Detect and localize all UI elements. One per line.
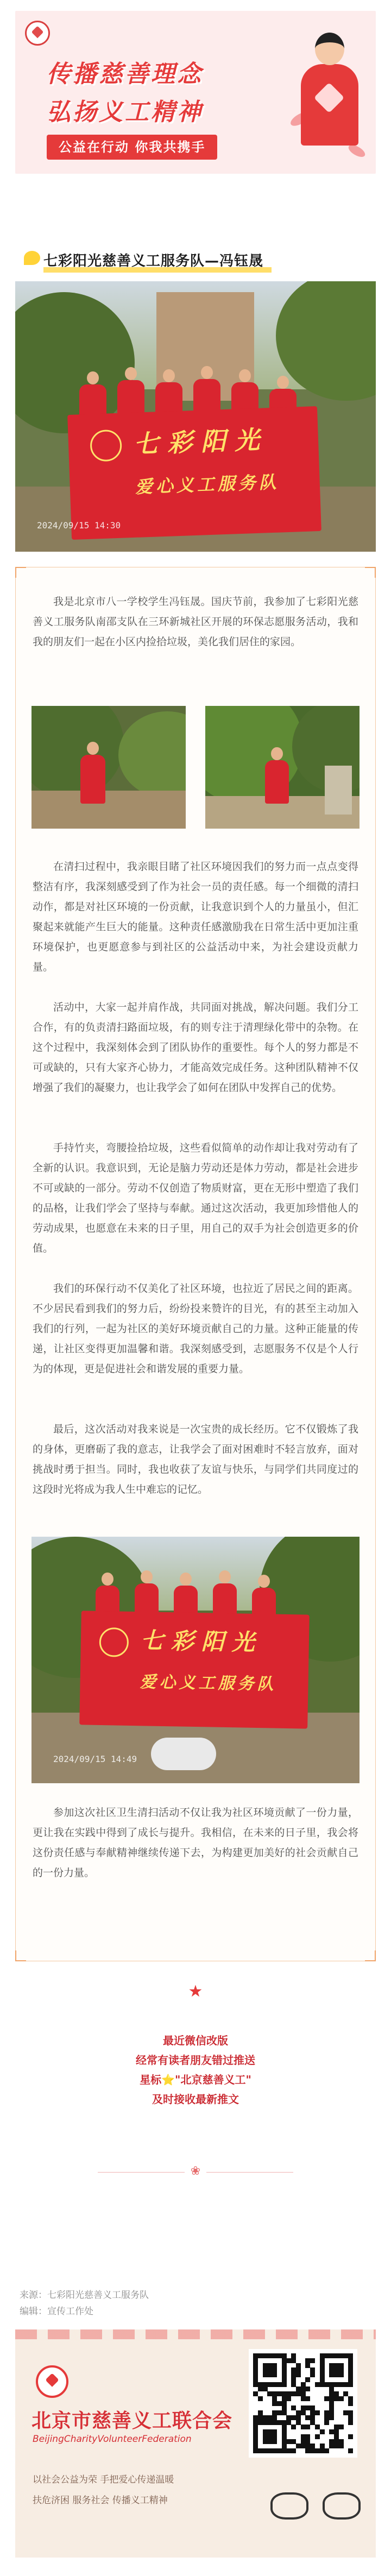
- qr-module: [263, 2429, 268, 2434]
- qr-module: [320, 2367, 325, 2372]
- qr-module: [324, 2415, 329, 2420]
- qr-module: [258, 2420, 263, 2425]
- banner-title-line2: 弘扬义工精神: [47, 98, 203, 126]
- qr-module: [334, 2382, 339, 2387]
- qr-module: [320, 2363, 325, 2368]
- qr-module: [282, 2382, 287, 2387]
- qr-module: [282, 2358, 287, 2363]
- qr-module: [263, 2434, 268, 2439]
- qr-module: [253, 2372, 258, 2377]
- qr-module: [348, 2448, 353, 2453]
- qr-module: [258, 2396, 263, 2401]
- qr-module: [305, 2439, 310, 2444]
- organization-card: [15, 2329, 376, 2558]
- qr-module: [339, 2439, 344, 2444]
- qr-module: [296, 2410, 301, 2415]
- qr-module: [263, 2363, 268, 2368]
- article-paragraph-7: 参加这次社区卫生清扫活动不仅让我为社区环境贡献了一份力量，更让我在实践中得到了成长与提升。我相信，在未来的日子里，我会将这份责任感与奉献精神继续传递下去，为构建更加美好的社会贡献自己的一份力量。: [33, 1807, 358, 1879]
- qr-module: [253, 2391, 258, 2396]
- qr-module: [348, 2377, 353, 2382]
- qr-module: [329, 2372, 334, 2377]
- banner-slogan: 公益在行动 你我共携手: [47, 135, 217, 160]
- article-paragraph-3: 活动中，大家一起并肩作战，共同面对挑战，解决问题。我们分工合作，有的负责清扫路面垃圾，有的则专注于清理绿化带中的杂物。在这个过程中，我深刻体会到了团队协作的重要性。每个人的努力都是不可或缺的，只有大家齐心协力，才能高效完成任务。这种团队精神不仅增强了我们的凝聚力，也让我学会了如何在团队中发挥自己的优势。: [33, 1001, 358, 1094]
- qr-module: [267, 2353, 272, 2358]
- org-slogan-2: 扶危济困 服务社会 传播义工精神: [33, 2495, 168, 2506]
- qr-module: [272, 2363, 277, 2368]
- qr-module: [267, 2415, 272, 2420]
- qr-module: [267, 2372, 272, 2377]
- photo-timestamp: 2024/09/15 14:30: [37, 520, 121, 531]
- qr-module: [301, 2396, 306, 2401]
- cleanup-photo-left: [31, 706, 186, 829]
- qr-module: [263, 2382, 268, 2387]
- qr-module: [282, 2444, 287, 2448]
- qr-module: [324, 2353, 329, 2358]
- qr-module: [272, 2391, 277, 2396]
- qr-module: [258, 2410, 263, 2415]
- volunteer-illustration: [293, 33, 364, 168]
- qr-module: [277, 2420, 282, 2425]
- qr-module: [267, 2382, 272, 2387]
- qr-module: [329, 2444, 334, 2448]
- qr-module: [305, 2386, 310, 2391]
- qr-module: [315, 2382, 320, 2387]
- qr-module: [286, 2415, 291, 2420]
- flag-title: 七彩阳光: [133, 425, 269, 459]
- qr-module: [305, 2444, 310, 2448]
- qr-module: [329, 2367, 334, 2372]
- qr-module: [277, 2410, 282, 2415]
- qr-module: [348, 2415, 353, 2420]
- qr-module: [329, 2391, 334, 2396]
- article-paragraph-5: 我们的环保行动不仅美化了社区环境，也拉近了居民之间的距离。不少居民看到我们的努力后，纷纷投来赞许的目光，有的甚至主动加入我们的行列，一起为社区的美好环境贡献自己的力量。这种正能量的传递，让社区变得更加温馨和谐。我深刻感受到，志愿服务不仅是个人行为的体现，更是促进社会和谐发展的重要力量。: [33, 1283, 358, 1375]
- source-credit: 来源：七彩阳光慈善义工服务队: [20, 2290, 149, 2301]
- qr-module: [291, 2439, 296, 2444]
- qr-module: [305, 2363, 310, 2368]
- qr-module: [253, 2363, 258, 2368]
- qr-module: [348, 2396, 353, 2401]
- qr-module: [324, 2396, 329, 2401]
- qr-module: [272, 2420, 277, 2425]
- editor-credit: 编辑：宣传工作处: [20, 2306, 93, 2317]
- qr-module: [305, 2434, 310, 2439]
- qr-module: [334, 2391, 339, 2396]
- qr-module: [253, 2448, 258, 2453]
- qr-module: [334, 2396, 339, 2401]
- qr-module: [267, 2420, 272, 2425]
- qr-module: [253, 2439, 258, 2444]
- qr-module: [291, 2367, 296, 2372]
- qr-module: [301, 2439, 306, 2444]
- qr-module: [343, 2382, 348, 2387]
- qr-module: [282, 2396, 287, 2401]
- qr-module: [310, 2372, 315, 2377]
- qr-module: [253, 2444, 258, 2448]
- qr-module: [258, 2448, 263, 2453]
- qr-module: [253, 2353, 258, 2358]
- header-banner: [15, 11, 376, 174]
- qr-module: [286, 2420, 291, 2425]
- qr-module: [277, 2353, 282, 2358]
- qr-module: [272, 2410, 277, 2415]
- article-paragraph-4: 手持竹夹，弯腰捡拾垃圾，这些看似简单的动作却让我对劳动有了全新的认识。我意识到，无论是脑力劳动还是体力劳动，都是社会进步不可或缺的一部分。劳动不仅创造了物质财富，更在无形中塑造了我们的品格，让我们学会了坚持与奉献。通过这次活动，我更加珍惜他人的劳动成果，也愿意在未来的日子里，用自己的双手为社会创造更多的价值。: [33, 1142, 358, 1254]
- qr-module: [272, 2372, 277, 2377]
- qr-module: [334, 2439, 339, 2444]
- qr-module: [348, 2358, 353, 2363]
- qr-module: [282, 2401, 287, 2406]
- qr-module: [348, 2420, 353, 2425]
- qr-module: [339, 2444, 344, 2448]
- reminder-line-4: 及时接收最新推文: [152, 2093, 239, 2106]
- qr-module: [329, 2401, 334, 2406]
- qr-module: [263, 2420, 268, 2425]
- qr-module: [329, 2353, 334, 2358]
- qr-module: [348, 2363, 353, 2368]
- qr-module: [282, 2434, 287, 2439]
- qr-module: [272, 2396, 277, 2401]
- qr-module: [272, 2415, 277, 2420]
- qr-module: [286, 2448, 291, 2453]
- qr-module: [263, 2448, 268, 2453]
- charity-logo-icon: [25, 21, 50, 46]
- qr-module: [339, 2382, 344, 2387]
- qr-module: [263, 2386, 268, 2391]
- qr-module: [329, 2363, 334, 2368]
- qr-module: [329, 2415, 334, 2420]
- qr-module: [277, 2391, 282, 2396]
- qr-module: [263, 2367, 268, 2372]
- qr-module: [282, 2353, 287, 2358]
- qr-module: [291, 2377, 296, 2382]
- qr-module: [272, 2353, 277, 2358]
- qr-module: [334, 2444, 339, 2448]
- flag-subtitle-2: 爱心义工服务队: [140, 1672, 277, 1694]
- qr-module: [267, 2391, 272, 2396]
- qr-module: [277, 2448, 282, 2453]
- qr-module: [339, 2372, 344, 2377]
- org-name: 北京市慈善义工联合会: [31, 2410, 233, 2432]
- qr-module: [334, 2363, 339, 2368]
- qr-module: [253, 2415, 258, 2420]
- qr-module: [258, 2386, 263, 2391]
- qr-module: [329, 2410, 334, 2415]
- qr-module: [334, 2372, 339, 2377]
- qr-module: [310, 2415, 315, 2420]
- qr-module: [282, 2367, 287, 2372]
- qr-module: [282, 2377, 287, 2382]
- qr-module: [263, 2415, 268, 2420]
- qr-module: [320, 2429, 325, 2434]
- group-photo-2: [31, 1537, 360, 1783]
- group-photo-1: [15, 281, 376, 552]
- qr-module: [267, 2367, 272, 2372]
- qr-module: [339, 2367, 344, 2372]
- qr-module: [305, 2396, 310, 2401]
- article-paragraph-6: 最后，这次活动对我来说是一次宝贵的成长经历。它不仅锻炼了我的身体，更磨砺了我的意志，让我学会了面对困难时不轻言放弃，面对挑战时勇于担当。同时，我也收获了友谊与快乐，与同学们共同度过的这段时光将成为我人生中难忘的记忆。: [33, 1423, 358, 1495]
- qr-module: [339, 2363, 344, 2368]
- qr-module: [329, 2439, 334, 2444]
- section-title-text: 七彩阳光慈善义工服务队—冯钰晟: [43, 253, 264, 269]
- qr-module: [282, 2363, 287, 2368]
- qr-module: [291, 2425, 296, 2429]
- qr-module: [320, 2444, 325, 2448]
- qr-module: [310, 2448, 315, 2453]
- qr-module: [301, 2444, 306, 2448]
- qr-module: [267, 2429, 272, 2434]
- qr-module: [258, 2382, 263, 2387]
- qr-module: [253, 2367, 258, 2372]
- qr-module: [286, 2358, 291, 2363]
- qr-module: [253, 2420, 258, 2425]
- qr-module: [263, 2372, 268, 2377]
- qr-module: [329, 2386, 334, 2391]
- qr-module: [339, 2396, 344, 2401]
- qr-module: [305, 2425, 310, 2429]
- qr-module: [263, 2353, 268, 2358]
- star-icon: ★: [188, 1982, 203, 2001]
- reminder-line-2: 经常有读者朋友错过推送: [136, 2054, 255, 2067]
- qr-module: [301, 2382, 306, 2387]
- qr-module: [296, 2367, 301, 2372]
- qr-module: [253, 2429, 258, 2434]
- qr-module: [320, 2353, 325, 2358]
- qr-module: [301, 2405, 306, 2410]
- qr-module: [282, 2448, 287, 2453]
- qr-module: [315, 2434, 320, 2439]
- qr-module: [277, 2382, 282, 2387]
- qr-code[interactable]: [249, 2349, 357, 2458]
- qr-module: [296, 2415, 301, 2420]
- qr-module: [343, 2410, 348, 2415]
- qr-module: [291, 2358, 296, 2363]
- qr-module: [305, 2415, 310, 2420]
- qr-module: [282, 2425, 287, 2429]
- qr-module: [258, 2415, 263, 2420]
- qr-module: [296, 2372, 301, 2377]
- qr-module: [258, 2353, 263, 2358]
- qr-module: [320, 2372, 325, 2377]
- qr-module: [291, 2353, 296, 2358]
- qr-module: [329, 2396, 334, 2401]
- follow-reminder: [65, 2031, 326, 2109]
- article-paragraph-1: 我是北京市八一学校学生冯钰晟。国庆节前，我参加了七彩阳光慈善义工服务队南邵支队在三环新城社区开展的环保志愿服务活动，我和我的朋友们一起在小区内捡拾垃圾，美化我们居住的家园。: [33, 596, 358, 648]
- qr-module: [267, 2439, 272, 2444]
- qr-module: [296, 2363, 301, 2368]
- qr-module: [282, 2420, 287, 2425]
- qr-module: [286, 2439, 291, 2444]
- qr-module: [310, 2358, 315, 2363]
- qr-module: [315, 2448, 320, 2453]
- qr-module: [315, 2410, 320, 2415]
- qr-module: [310, 2420, 315, 2425]
- federation-logo-icon: [36, 2365, 68, 2398]
- qr-module: [305, 2448, 310, 2453]
- qr-module: [320, 2448, 325, 2453]
- qr-module: [267, 2448, 272, 2453]
- qr-module: [301, 2434, 306, 2439]
- qr-module: [301, 2386, 306, 2391]
- qr-module: [282, 2439, 287, 2444]
- qr-module: [267, 2363, 272, 2368]
- qr-module: [253, 2377, 258, 2382]
- qr-module: [253, 2434, 258, 2439]
- qr-module: [282, 2405, 287, 2410]
- banner-title-line1: 传播慈善理念: [47, 60, 203, 88]
- qr-module: [329, 2429, 334, 2434]
- qr-module: [263, 2439, 268, 2444]
- reminder-line-1: 最近微信改版: [163, 2034, 228, 2047]
- qr-module: [272, 2434, 277, 2439]
- qr-module: [277, 2401, 282, 2406]
- qr-module: [291, 2415, 296, 2420]
- qr-module: [272, 2401, 277, 2406]
- qr-module: [343, 2391, 348, 2396]
- qr-module: [334, 2367, 339, 2372]
- qr-module: [267, 2434, 272, 2439]
- qr-module: [348, 2382, 353, 2387]
- qr-module: [291, 2448, 296, 2453]
- qr-module: [286, 2391, 291, 2396]
- qr-module: [296, 2420, 301, 2425]
- qr-module: [334, 2353, 339, 2358]
- qr-module: [282, 2429, 287, 2434]
- qr-module: [329, 2405, 334, 2410]
- qr-module: [339, 2353, 344, 2358]
- qr-module: [320, 2382, 325, 2387]
- qr-module: [339, 2425, 344, 2429]
- photo-timestamp-2: 2024/09/15 14:49: [53, 1754, 137, 1764]
- qr-module: [348, 2367, 353, 2372]
- qr-module: [348, 2372, 353, 2377]
- qr-module: [253, 2425, 258, 2429]
- qr-module: [334, 2434, 339, 2439]
- qr-module: [296, 2386, 301, 2391]
- qr-module: [305, 2358, 310, 2363]
- qr-module: [348, 2410, 353, 2415]
- qr-module: [282, 2410, 287, 2415]
- qr-module: [334, 2429, 339, 2434]
- qr-module: [310, 2410, 315, 2415]
- org-slogan-1: 以社会公益为荣 手把爱心传递温暖: [33, 2474, 174, 2485]
- qr-module: [310, 2405, 315, 2410]
- qr-module: [291, 2372, 296, 2377]
- qr-module: [272, 2382, 277, 2387]
- qr-module: [301, 2425, 306, 2429]
- reminder-line-3: 星标⭐"北京慈善义工": [140, 2073, 251, 2086]
- cleanup-photo-right: [205, 706, 360, 829]
- qr-module: [296, 2444, 301, 2448]
- qr-module: [324, 2382, 329, 2387]
- bow-icon: ❀: [185, 2164, 206, 2179]
- qr-module: [324, 2410, 329, 2415]
- qr-module: [272, 2367, 277, 2372]
- qr-module: [305, 2405, 310, 2410]
- qr-module: [253, 2382, 258, 2387]
- qr-module: [315, 2425, 320, 2429]
- qr-module: [348, 2401, 353, 2406]
- org-name-en: BeijingCharityVolunteerFederation: [33, 2434, 192, 2445]
- qr-module: [286, 2396, 291, 2401]
- qr-module: [320, 2377, 325, 2382]
- section-title: [20, 249, 371, 270]
- qr-module: [348, 2434, 353, 2439]
- qr-module: [301, 2410, 306, 2415]
- qr-module: [320, 2358, 325, 2363]
- qr-module: [324, 2448, 329, 2453]
- flag-subtitle: 爱心义工服务队: [135, 471, 280, 497]
- qr-module: [272, 2439, 277, 2444]
- qr-module: [348, 2353, 353, 2358]
- article-paragraph-2: 在清扫过程中，我亲眼目睹了社区环境因我们的努力而一点点变得整洁有序，我深刻感受到了作为社会一员的责任感。每一个细微的清扫动作，都是对社区环境的一份贡献，让我意识到个人的力量虽小，但汇聚起来就能产生巨大的能量。这种责任感激励我在日常生活中更加注重环境保护，也更愿意参与到社区的公益活动中来，为社会建设贡献力量。: [33, 861, 358, 973]
- qr-module: [291, 2405, 296, 2410]
- qr-module: [310, 2444, 315, 2448]
- qr-module: [282, 2391, 287, 2396]
- qr-module: [329, 2382, 334, 2387]
- qr-module: [272, 2429, 277, 2434]
- qr-module: [282, 2372, 287, 2377]
- qr-module: [305, 2377, 310, 2382]
- flag-title-2: 七彩阳光: [140, 1627, 263, 1656]
- glasses-decoration-icon: [270, 2492, 368, 2525]
- qr-module: [296, 2391, 301, 2396]
- qr-module: [291, 2382, 296, 2387]
- qr-module: [253, 2358, 258, 2363]
- qr-module: [324, 2420, 329, 2425]
- qr-module: [291, 2391, 296, 2396]
- qr-module: [272, 2448, 277, 2453]
- qr-module: [343, 2353, 348, 2358]
- qr-module: [301, 2391, 306, 2396]
- qr-module: [310, 2367, 315, 2372]
- qr-module: [334, 2425, 339, 2429]
- bird-icon: [24, 251, 40, 265]
